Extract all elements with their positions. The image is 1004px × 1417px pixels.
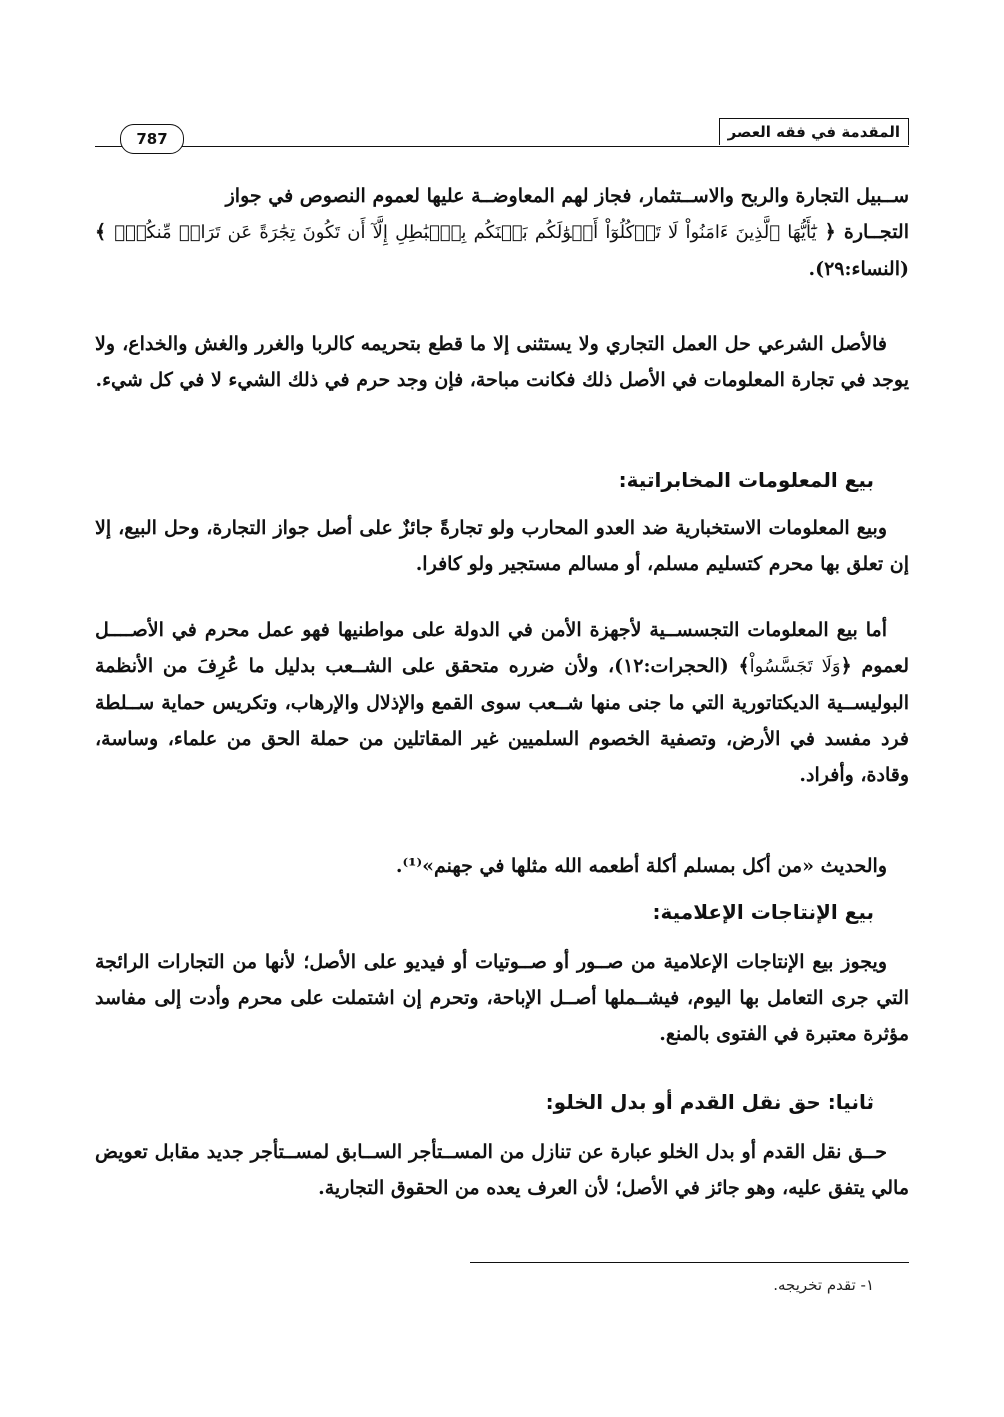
paragraph-5 (95, 848, 909, 884)
paragraph-4-part-b: ﴾ (الحجرات:١٢)، ولأن ضرره متحقق على الشــعب بدليل ما عُرِفَ من الأنظمة البوليســية الديكتاتورية التي ما جنى منها شــعب سوى القمع والإذلال والإرهاب، وتكريس حماية ســلطة فرد مفسد في الأرض، وتصفية الخصوم السلميين غير المقاتلين من حملة الحق من علماء، وساسة، وقادة، وأفراد. (95, 655, 909, 786)
paragraph-2 (95, 326, 909, 398)
paragraph-4-text (95, 612, 909, 793)
paragraph-6-text: ويجوز بيع الإنتاجات الإعلامية من صــور أو صــوتيات أو فيديو على الأصل؛ لأنها من التجارات الرائجة التي جرى التعامل بها اليوم، فيشــملها أصــل الإباحة، وتحرم إن اشتملت على محرم وأدت إلى مفاسد مؤثرة معتبرة في الفتوى بالمنع. (95, 951, 909, 1045)
header-rule (95, 146, 909, 147)
heading-media-productions-sale: بيع الإنتاجات الإعلامية: (652, 900, 874, 924)
quran-verse-hujurat-12: وَلَا تَجَسَّسُواْ (749, 656, 841, 677)
quran-verse-nisa-29: يَٰٓأَيُّهَا ٱلَّذِينَ ءَامَنُواْ لَا تَأۡكُلُوٓاْ أَمۡوَٰلَكُم بَيۡنَكُم بِٱلۡبَٰطِلِ إِلَّآ أَن تَكُونَ تِجَٰرَةً عَن تَرَاضٖ مِّنكُمۡۚ (114, 222, 817, 243)
paragraph-3-text: وبيع المعلومات الاستخبارية ضد العدو المحارب ولو تجارةً جائزٌ على أصل جواز التجارة، وحل البيع، إلا إن تعلق بها محرم كتسليم مسلم، أو مسالم مستجير ولو كافرا. (95, 517, 909, 575)
footnote-1: ١- تقدم تخريجه. (773, 1276, 874, 1294)
footnote-separator (470, 1262, 909, 1263)
hadith-text: والحديث «من أكل بمسلم أكلة أطعمه الله مثلها في جهنم»⁽¹⁾. (395, 855, 887, 877)
verse-reference-nisa: ﴾ (النساء:٢٩). (95, 221, 909, 280)
paragraph-7 (95, 1134, 909, 1206)
paragraph-1 (95, 178, 909, 287)
running-header-title: المقدمة في فقه العصر (719, 118, 909, 145)
heading-key-money: ثانيا: حق نقل القدم أو بدل الخلو: (545, 1090, 874, 1114)
paragraph-2-text: فالأصل الشرعي حل العمل التجاري ولا يستثنى إلا ما قطع بتحريمه كالربا والغرر والغش والخداع، ولا يوجد في تجارة المعلومات في الأصل ذلك فكانت مباحة، فإن وجد حرم في ذلك الشيء لا في كل شيء. (95, 333, 909, 391)
paragraph-4 (95, 612, 909, 793)
paragraph-1-rest (95, 214, 909, 287)
heading-intelligence-info-sale: بيع المعلومات المخابراتية: (618, 468, 874, 492)
paragraph-3 (95, 510, 909, 582)
paragraph-4-part-a: أما بيع المعلومات التجسســية لأجهزة الأمن في الدولة على مواطنيها فهو عمل محرم في الأصــــل لعموم ﴿ (95, 619, 909, 677)
paragraph-1-line-1: ســبيل التجارة والربح والاســتثمار، فجاز لهم المعاوضــة عليها لعموم النصوص في جواز (225, 185, 909, 207)
paragraph-7-text: حــق نقل القدم أو بدل الخلو عبارة عن تنازل من المســتأجر الســابق لمســتأجر جديد مقابل تعويض مالي يتفق عليه، وهو جائز في الأصل؛ لأن العرف يعده من الحقوق التجارية. (95, 1141, 909, 1199)
page-number-badge: 787 (120, 124, 184, 154)
paragraph-1-lead: التجــارة ﴿ (816, 221, 909, 243)
paragraph-6 (95, 944, 909, 1052)
